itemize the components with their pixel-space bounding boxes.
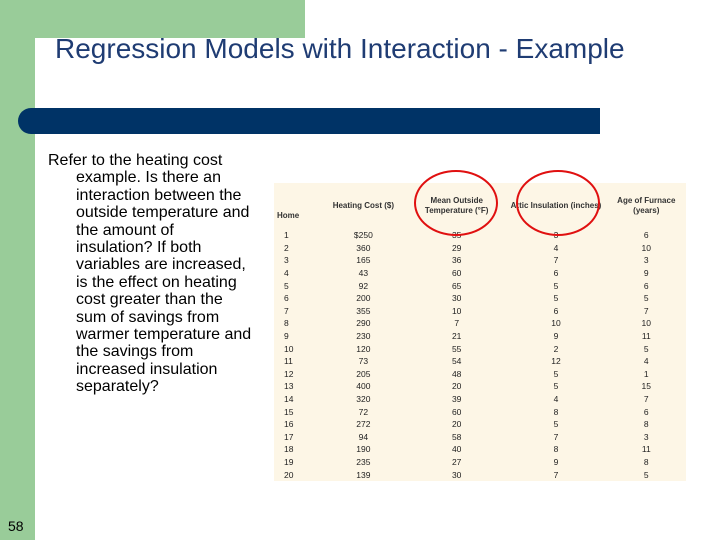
cell-heating-cost: $250 (353, 230, 373, 241)
cell-temperature: 65 (451, 280, 462, 291)
table-row (274, 330, 686, 343)
cell-temperature: 21 (451, 331, 462, 342)
cell-heating-cost: 235 (356, 456, 371, 467)
cell-home: 6 (284, 293, 289, 304)
cell-temperature: 39 (451, 394, 462, 405)
cell-furnace-age: 5 (643, 469, 649, 480)
cell-insulation: 4 (553, 242, 559, 253)
cell-temperature: 7 (454, 318, 460, 329)
table-row (274, 368, 686, 381)
cell-furnace-age: 7 (643, 305, 649, 316)
cell-insulation: 8 (553, 406, 559, 417)
body-paragraph: Refer to the heating cost example. Is there an interaction between the outside temperature and the amount of insulation? If both variables are increased, is the effect on heating cost greater than the sum of savings from warmer temperature and the savings from increased insulation separately? (48, 152, 252, 396)
table-row (274, 431, 686, 444)
cell-heating-cost: 190 (356, 444, 371, 455)
cell-temperature: 55 (451, 343, 462, 354)
table-row (274, 468, 686, 481)
cell-home: 3 (284, 255, 289, 266)
cell-furnace-age: 4 (643, 356, 649, 367)
column-header-home: Home (277, 211, 300, 220)
cell-furnace-age: 15 (641, 381, 652, 392)
table-row (274, 317, 686, 330)
cell-heating-cost: 355 (356, 305, 371, 316)
cell-home: 20 (284, 469, 294, 480)
table-row (274, 267, 686, 280)
cell-insulation: 4 (553, 394, 559, 405)
column-header-mean-outside-temperature: Mean Outside Temperature (°F) (424, 196, 489, 215)
cell-furnace-age: 10 (641, 318, 652, 329)
cell-furnace-age: 5 (643, 293, 649, 304)
table-row (274, 456, 686, 469)
cell-heating-cost: 200 (356, 293, 371, 304)
cell-home: 19 (284, 456, 294, 467)
cell-insulation: 9 (553, 456, 559, 467)
cell-heating-cost: 43 (358, 268, 369, 279)
cell-furnace-age: 11 (641, 444, 651, 455)
cell-insulation: 7 (553, 255, 559, 266)
cell-insulation: 8 (553, 444, 559, 455)
cell-temperature: 54 (451, 356, 462, 367)
cell-heating-cost: 230 (356, 331, 371, 342)
cell-furnace-age: 3 (643, 255, 649, 266)
cell-temperature: 20 (451, 419, 462, 430)
cell-insulation: 6 (553, 268, 559, 279)
slide-title: Regression Models with Interaction - Example (55, 33, 625, 64)
cell-insulation: 5 (553, 381, 559, 392)
cell-heating-cost: 92 (358, 280, 369, 291)
table-row (274, 292, 686, 305)
cell-furnace-age: 5 (643, 343, 649, 354)
cell-heating-cost: 400 (356, 381, 371, 392)
cell-insulation: 10 (551, 318, 561, 329)
cell-home: 14 (284, 394, 294, 405)
cell-temperature: 40 (451, 444, 462, 455)
cell-insulation: 9 (553, 331, 559, 342)
cell-furnace-age: 8 (643, 419, 649, 430)
cell-home: 18 (284, 444, 294, 455)
table-row (274, 393, 686, 406)
cell-heating-cost: 120 (356, 343, 371, 354)
cell-insulation: 2 (553, 343, 559, 354)
cell-insulation: 5 (553, 293, 559, 304)
cell-furnace-age: 6 (643, 406, 649, 417)
cell-furnace-age: 10 (641, 242, 652, 253)
cell-heating-cost: 165 (356, 255, 371, 266)
cell-temperature: 29 (451, 242, 462, 253)
cell-furnace-age: 3 (643, 431, 649, 442)
cell-home: 11 (284, 356, 293, 367)
cell-furnace-age: 6 (643, 280, 649, 291)
column-header-heating-cost: Heating Cost ($) (332, 201, 395, 210)
slide-number: 58 (8, 518, 24, 534)
table-row (274, 242, 686, 255)
cell-home: 5 (284, 280, 289, 291)
cell-furnace-age: 7 (643, 394, 649, 405)
table-row (274, 279, 686, 292)
cell-furnace-age: 11 (641, 331, 651, 342)
cell-insulation: 5 (553, 419, 559, 430)
cell-home: 10 (284, 343, 294, 354)
table-row (274, 380, 686, 393)
cell-heating-cost: 320 (356, 394, 371, 405)
cell-temperature: 36 (451, 255, 462, 266)
cell-home: 4 (284, 268, 289, 279)
cell-heating-cost: 360 (356, 242, 371, 253)
cell-insulation: 3 (553, 230, 559, 241)
cell-temperature: 30 (451, 293, 462, 304)
cell-heating-cost: 290 (356, 318, 371, 329)
cell-home: 17 (284, 431, 294, 442)
table-row (274, 254, 686, 267)
cell-insulation: 6 (553, 305, 559, 316)
cell-temperature: 20 (451, 381, 462, 392)
cell-furnace-age: 1 (643, 368, 649, 379)
cell-home: 1 (284, 230, 289, 241)
cell-temperature: 60 (451, 268, 462, 279)
table-row (274, 229, 686, 242)
table-row (274, 305, 686, 318)
table-row (274, 342, 686, 355)
left-accent-bar (0, 0, 35, 540)
cell-temperature: 48 (451, 368, 462, 379)
cell-home: 9 (284, 331, 289, 342)
table-row (274, 443, 686, 456)
cell-temperature: 30 (451, 469, 462, 480)
cell-insulation: 7 (553, 469, 559, 480)
cell-home: 15 (284, 406, 294, 417)
slide-body (48, 152, 253, 396)
cell-heating-cost: 72 (358, 406, 369, 417)
temperature-highlight-circle (414, 170, 498, 236)
cell-insulation: 5 (553, 368, 559, 379)
cell-temperature: 58 (451, 431, 462, 442)
table-row (274, 418, 686, 431)
cell-home: 16 (284, 419, 294, 430)
table-row (274, 355, 686, 368)
cell-home: 13 (284, 381, 294, 392)
cell-home: 8 (284, 318, 289, 329)
cell-heating-cost: 139 (356, 469, 371, 480)
cell-heating-cost: 94 (358, 431, 369, 442)
cell-home: 2 (284, 242, 289, 253)
cell-insulation: 12 (551, 356, 561, 367)
cell-furnace-age: 8 (643, 456, 649, 467)
title-divider-bar (18, 108, 600, 134)
column-header-attic-insulation: Attic Insulation (inches) (510, 201, 602, 210)
insulation-highlight-circle (516, 170, 600, 236)
column-header-age-of-furnace: Age of Furnace (years) (617, 196, 676, 215)
cell-insulation: 5 (553, 280, 559, 291)
cell-temperature: 27 (451, 456, 462, 467)
cell-home: 12 (284, 368, 294, 379)
cell-furnace-age: 9 (643, 268, 649, 279)
cell-temperature: 35 (451, 230, 462, 241)
cell-furnace-age: 6 (643, 230, 649, 241)
cell-temperature: 60 (451, 406, 462, 417)
cell-temperature: 10 (451, 305, 462, 316)
cell-heating-cost: 272 (356, 419, 371, 430)
cell-heating-cost: 73 (358, 356, 369, 367)
cell-heating-cost: 205 (356, 368, 371, 379)
cell-home: 7 (284, 305, 289, 316)
table-row (274, 405, 686, 418)
cell-insulation: 7 (553, 431, 559, 442)
